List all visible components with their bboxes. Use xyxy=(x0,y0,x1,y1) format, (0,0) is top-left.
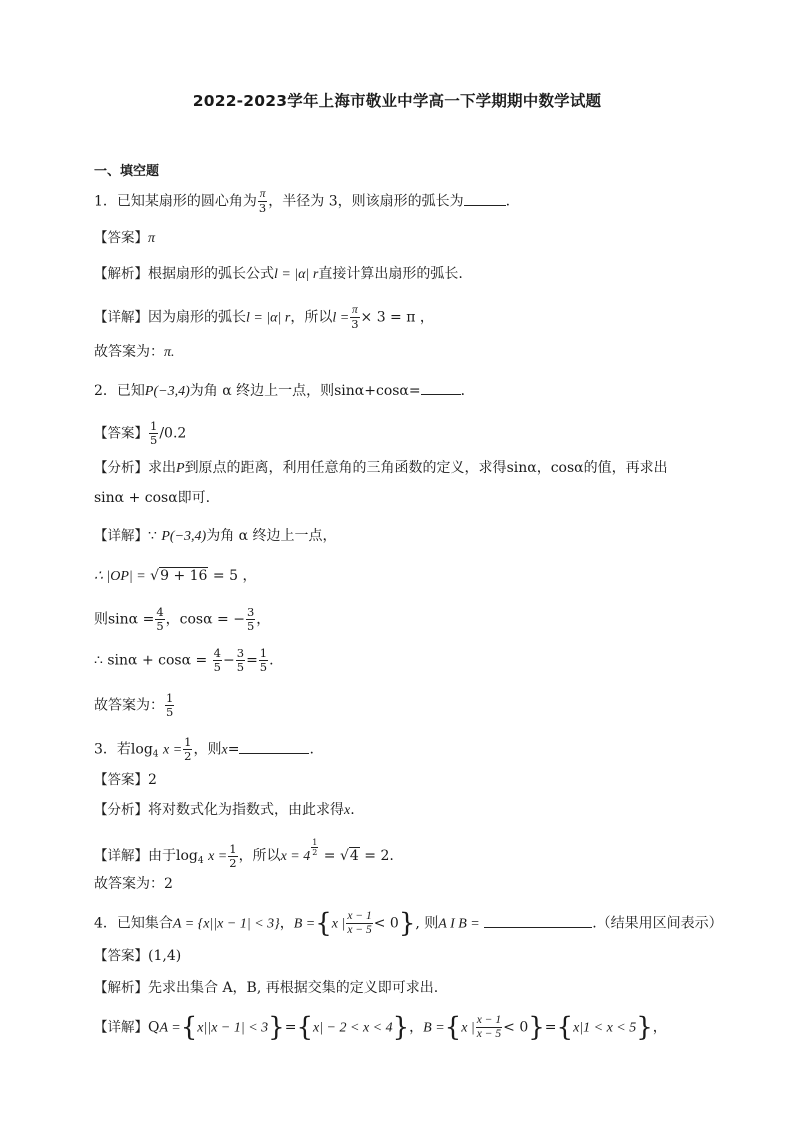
q3-detail-eq: = xyxy=(323,848,336,864)
q4-detail-set-3-fraction xyxy=(476,1014,502,1041)
q3-detail-b: ，所以 xyxy=(238,848,281,864)
q4-answer: (1,4) xyxy=(148,948,182,964)
q4-set-b-num: x − 1 xyxy=(347,910,372,922)
q2-analysis-line-2: sinα + cosα即可. xyxy=(94,490,211,506)
q3-prefix: 3．若 xyxy=(94,741,131,758)
q1-detail-d: × 3 = π ， xyxy=(360,309,434,326)
q1-detail-frac-num: π xyxy=(351,304,358,316)
q2-step2-sin: sinα = xyxy=(108,611,155,628)
q4-set-b-den: x − 5 xyxy=(347,924,372,936)
q3-detail-num: 1 xyxy=(229,841,237,856)
q3-detail-exponent xyxy=(310,838,319,858)
q3-detail-x: x = xyxy=(208,849,228,864)
q3-fraction xyxy=(183,736,192,763)
section-heading: 一、填空题 xyxy=(94,164,160,179)
q3-detail-root-sign: √ xyxy=(339,848,349,864)
q2-step-1 xyxy=(94,566,256,587)
q3-frac-den: 2 xyxy=(184,749,192,763)
q2-analysis-comma: ， xyxy=(536,460,551,476)
q1-prefix: 1．已知某扇形的圆心角为 xyxy=(94,193,257,210)
q4-detail-lbrace-4: { xyxy=(556,1012,574,1043)
q3-answer-tag: 【答案】 xyxy=(94,772,148,788)
q2-prefix: 2．已知 xyxy=(94,383,145,399)
q2-step3-n1: 4 xyxy=(213,646,221,660)
q1-detail-formula: l = |α| r xyxy=(246,310,291,326)
q2-answer-tail: /0.2 xyxy=(159,425,187,442)
q2-step2-cos: cosα = − xyxy=(179,611,245,628)
q4-lbrace: { xyxy=(315,908,332,939)
q2-step2-cd: 5 xyxy=(246,619,255,633)
q1-end: . xyxy=(505,193,511,210)
q3-final-label: 故答案为： xyxy=(94,876,164,892)
q4-detail-set-1: x||x − 1| < 3 xyxy=(197,1020,269,1036)
q2-step3-eq: = xyxy=(246,652,258,669)
q1-final-line xyxy=(94,342,175,363)
q4-detail-a-label: A = xyxy=(159,1020,181,1036)
q3-analysis-line xyxy=(94,800,355,821)
q1-analysis-line xyxy=(94,264,463,285)
question-4 xyxy=(94,910,723,937)
q1-answer-line xyxy=(94,228,155,249)
q4-detail-eq-2: = xyxy=(544,1019,557,1036)
q3-analysis-end: . xyxy=(350,802,355,818)
q1-final-value: π. xyxy=(164,345,175,360)
q2-analysis-tag: 【分析】 xyxy=(94,460,148,476)
q4-detail-rbrace-2: } xyxy=(392,1012,410,1043)
q4-set-b-fraction xyxy=(346,910,372,937)
q1-detail-a: 因为扇形的弧长 xyxy=(148,309,246,326)
q4-middle: , 则 xyxy=(415,915,439,932)
q3-final-line xyxy=(94,874,173,894)
q3-detail-end: = 2. xyxy=(364,848,394,864)
q2-detail-a: 为角 α 终边上一点， xyxy=(206,528,337,544)
q4-set-a: A = {x||x − 1| < 3} xyxy=(172,916,280,932)
q2-step-2 xyxy=(94,606,270,633)
q4-detail-end: ， xyxy=(652,1019,667,1036)
q4-detail-rbrace-1: } xyxy=(268,1012,285,1043)
q2-step1-root-sign: √ xyxy=(150,568,160,584)
q4-detail-set-3-den: x − 5 xyxy=(476,1028,502,1040)
q2-step3-frac-1 xyxy=(213,647,222,674)
q4-set-b-lt: < 0 xyxy=(373,915,399,932)
q4-detail-rbrace-4: } xyxy=(636,1012,653,1043)
q2-middle: 为角 α 终边上一点，则 xyxy=(189,383,335,399)
q4-comma: ， xyxy=(279,915,294,932)
q2-blank xyxy=(421,380,461,395)
q2-step2-cn: 3 xyxy=(246,605,255,619)
q2-analysis-sin: sinα xyxy=(506,460,537,476)
q2-analysis-cos: cosα xyxy=(550,460,584,476)
q1-detail-tag: 【详解】 xyxy=(94,309,148,326)
q2-step1-root: 9 + 16 xyxy=(160,568,208,584)
page-title: 2022-2023学年上海市敬业中学高一下学期期中数学试题 xyxy=(192,92,602,110)
q2-answer-tag: 【答案】 xyxy=(94,425,148,442)
q1-detail-frac-den: 3 xyxy=(351,317,359,331)
q2-step2-sn: 4 xyxy=(156,605,164,619)
q4-detail-eq-1: = xyxy=(284,1019,297,1036)
q3-analysis-x: x xyxy=(344,803,351,818)
q4-detail-lbrace-1: { xyxy=(180,1012,198,1043)
q3-end: . xyxy=(309,741,314,758)
q2-final-label: 故答案为： xyxy=(94,697,164,714)
q2-step3-n2: 3 xyxy=(236,646,245,660)
q4-detail-set-2: x| − 2 < x < 4 xyxy=(312,1020,393,1036)
question-2 xyxy=(94,380,475,402)
q2-detail-tag: 【详解】 xyxy=(94,528,148,544)
q1-blank xyxy=(464,191,506,206)
q4-detail-rbrace-3: } xyxy=(528,1012,545,1043)
q2-step1-b: = 5 ， xyxy=(212,568,257,584)
q3-log-x: x = xyxy=(162,742,183,758)
q2-final-num: 1 xyxy=(166,691,174,705)
q3-answer: 2 xyxy=(148,772,157,788)
q1-middle: ，半径为 3，则该扇形的弧长为 xyxy=(268,193,464,210)
q2-step2-cos-frac xyxy=(246,606,255,633)
q4-detail-comma: ， xyxy=(409,1019,424,1036)
q2-analysis-c: 的值，再求出 xyxy=(583,460,668,476)
q4-detail-tag: 【详解】 xyxy=(94,1019,148,1036)
q3-detail-line xyxy=(94,838,394,871)
q4-detail-set-4: x|1 < x < 5 xyxy=(573,1020,637,1036)
q4-detail-lbrace-2: { xyxy=(296,1012,313,1043)
q3-detail-log: log xyxy=(176,848,198,864)
q1-final-label: 故答案为： xyxy=(94,344,164,360)
q4-set-b-x: x | xyxy=(331,916,346,932)
q3-log: log xyxy=(130,741,153,758)
q1-frac-num: π xyxy=(259,188,266,200)
q2-step2-comma: ， xyxy=(165,611,180,628)
q3-detail-tag: 【详解】 xyxy=(94,848,148,864)
q1-analysis-b: 直接计算出扇形的弧长. xyxy=(318,266,463,282)
q2-answer-den: 5 xyxy=(150,433,158,447)
q2-analysis-line xyxy=(94,458,668,479)
q1-answer: π xyxy=(148,231,156,246)
q2-analysis-p: P xyxy=(176,461,185,476)
q3-answer-line xyxy=(94,770,157,790)
q2-step3-d1: 5 xyxy=(213,660,221,674)
q3-detail-sup-num: 1 xyxy=(312,838,318,847)
q2-final-line xyxy=(94,692,175,719)
q2-detail-point: P(−3,4) xyxy=(161,529,207,544)
q2-point: P(−3,4) xyxy=(144,384,190,399)
q2-step2-end: ， xyxy=(256,611,271,628)
q2-step2-sin-frac xyxy=(155,606,164,633)
q3-final-value: 2 xyxy=(164,876,173,892)
q2-end: ． xyxy=(460,383,475,399)
q4-set-b-a: B = xyxy=(293,916,316,932)
q4-analysis: 先求出集合 A，B, 再根据交集的定义即可求出. xyxy=(148,980,439,996)
question-3 xyxy=(94,736,314,765)
q3-middle: ，则 xyxy=(193,741,222,758)
q4-detail-line xyxy=(94,1014,667,1041)
q2-step3-end: . xyxy=(269,652,274,669)
q3-x: x xyxy=(221,742,228,758)
q4-detail-a: Q xyxy=(148,1019,160,1036)
question-1 xyxy=(94,188,510,215)
q3-detail-sup-den: 2 xyxy=(312,848,318,857)
q3-blank xyxy=(239,739,309,754)
q1-analysis-formula: l = |α| r xyxy=(274,267,319,282)
q3-log-base: 4 xyxy=(152,749,159,760)
q2-step2-a: 则 xyxy=(94,611,108,628)
q3-detail-den: 2 xyxy=(229,855,237,870)
q2-step3-n3: 1 xyxy=(259,646,268,660)
q2-step-3 xyxy=(94,647,274,674)
q3-analysis-tag: 【分析】 xyxy=(94,802,148,818)
q4-detail-set-3-num: x − 1 xyxy=(476,1014,502,1026)
q4-detail-set-3-x: x | xyxy=(461,1020,475,1036)
q1-detail-line xyxy=(94,304,434,331)
q2-detail-line xyxy=(94,526,337,547)
q2-answer-num: 1 xyxy=(150,419,158,433)
q3-frac-num: 1 xyxy=(184,735,192,749)
q4-analysis-line xyxy=(94,978,438,998)
q1-fraction xyxy=(258,188,267,215)
q2-expr: sinα+cosα= xyxy=(334,383,421,399)
q2-step3-frac-3 xyxy=(259,647,268,674)
q2-step3-a: ∴ sinα + cosα = xyxy=(94,652,208,669)
q3-analysis-a: 将对数式化为指数式，由此求得 xyxy=(148,802,344,818)
q1-detail-c: l = xyxy=(332,310,350,326)
q1-detail-fraction xyxy=(350,304,359,331)
q2-step3-d3: 5 xyxy=(259,660,268,674)
q4-answer-line xyxy=(94,946,181,966)
q4-answer-tag: 【答案】 xyxy=(94,948,148,964)
q4-detail-lbrace-3: { xyxy=(444,1012,462,1043)
q1-answer-tag: 【答案】 xyxy=(94,230,148,246)
q2-step3-d2: 5 xyxy=(236,660,245,674)
q3-detail-base: 4 xyxy=(197,856,204,866)
q2-step2-sd: 5 xyxy=(156,619,164,633)
q4-detail-b-label: B = xyxy=(423,1020,445,1036)
q1-frac-den: 3 xyxy=(258,201,267,215)
q1-detail-b: ，所以 xyxy=(290,309,333,326)
q3-detail-root: 4 xyxy=(349,848,359,864)
q2-analysis-b: 到原点的距离，利用任意角的三角函数的定义，求得 xyxy=(184,460,507,476)
q2-detail-mark: ∵ xyxy=(148,528,157,544)
q4-analysis-tag: 【解析】 xyxy=(94,980,148,996)
q4-end: .（结果用区间表示） xyxy=(592,915,723,932)
q2-step3-frac-2 xyxy=(236,647,245,674)
q3-detail-fraction xyxy=(228,843,237,870)
q2-answer-line xyxy=(94,420,186,447)
q1-analysis-a: 根据扇形的弧长公式 xyxy=(148,266,274,282)
q1-analysis-tag: 【解析】 xyxy=(94,266,148,282)
q3-detail-a: 由于 xyxy=(148,848,176,864)
q2-step3-minus: − xyxy=(223,652,235,669)
q2-answer-fraction xyxy=(149,420,158,447)
q3-eq: = xyxy=(227,741,240,758)
q4-rbrace: } xyxy=(398,908,416,939)
q4-detail-set-3-lt: < 0 xyxy=(503,1019,529,1036)
q2-step1-a: ∴ |OP| = xyxy=(94,569,146,584)
q4-inter: A I B = xyxy=(438,916,480,932)
q4-prefix: 4．已知集合 xyxy=(94,915,173,932)
q2-analysis-a: 求出 xyxy=(148,460,176,476)
q3-detail-c: x = 4 xyxy=(280,849,311,864)
q2-final-den: 5 xyxy=(166,705,174,719)
q2-final-fraction xyxy=(165,692,174,719)
q4-blank xyxy=(484,913,592,928)
